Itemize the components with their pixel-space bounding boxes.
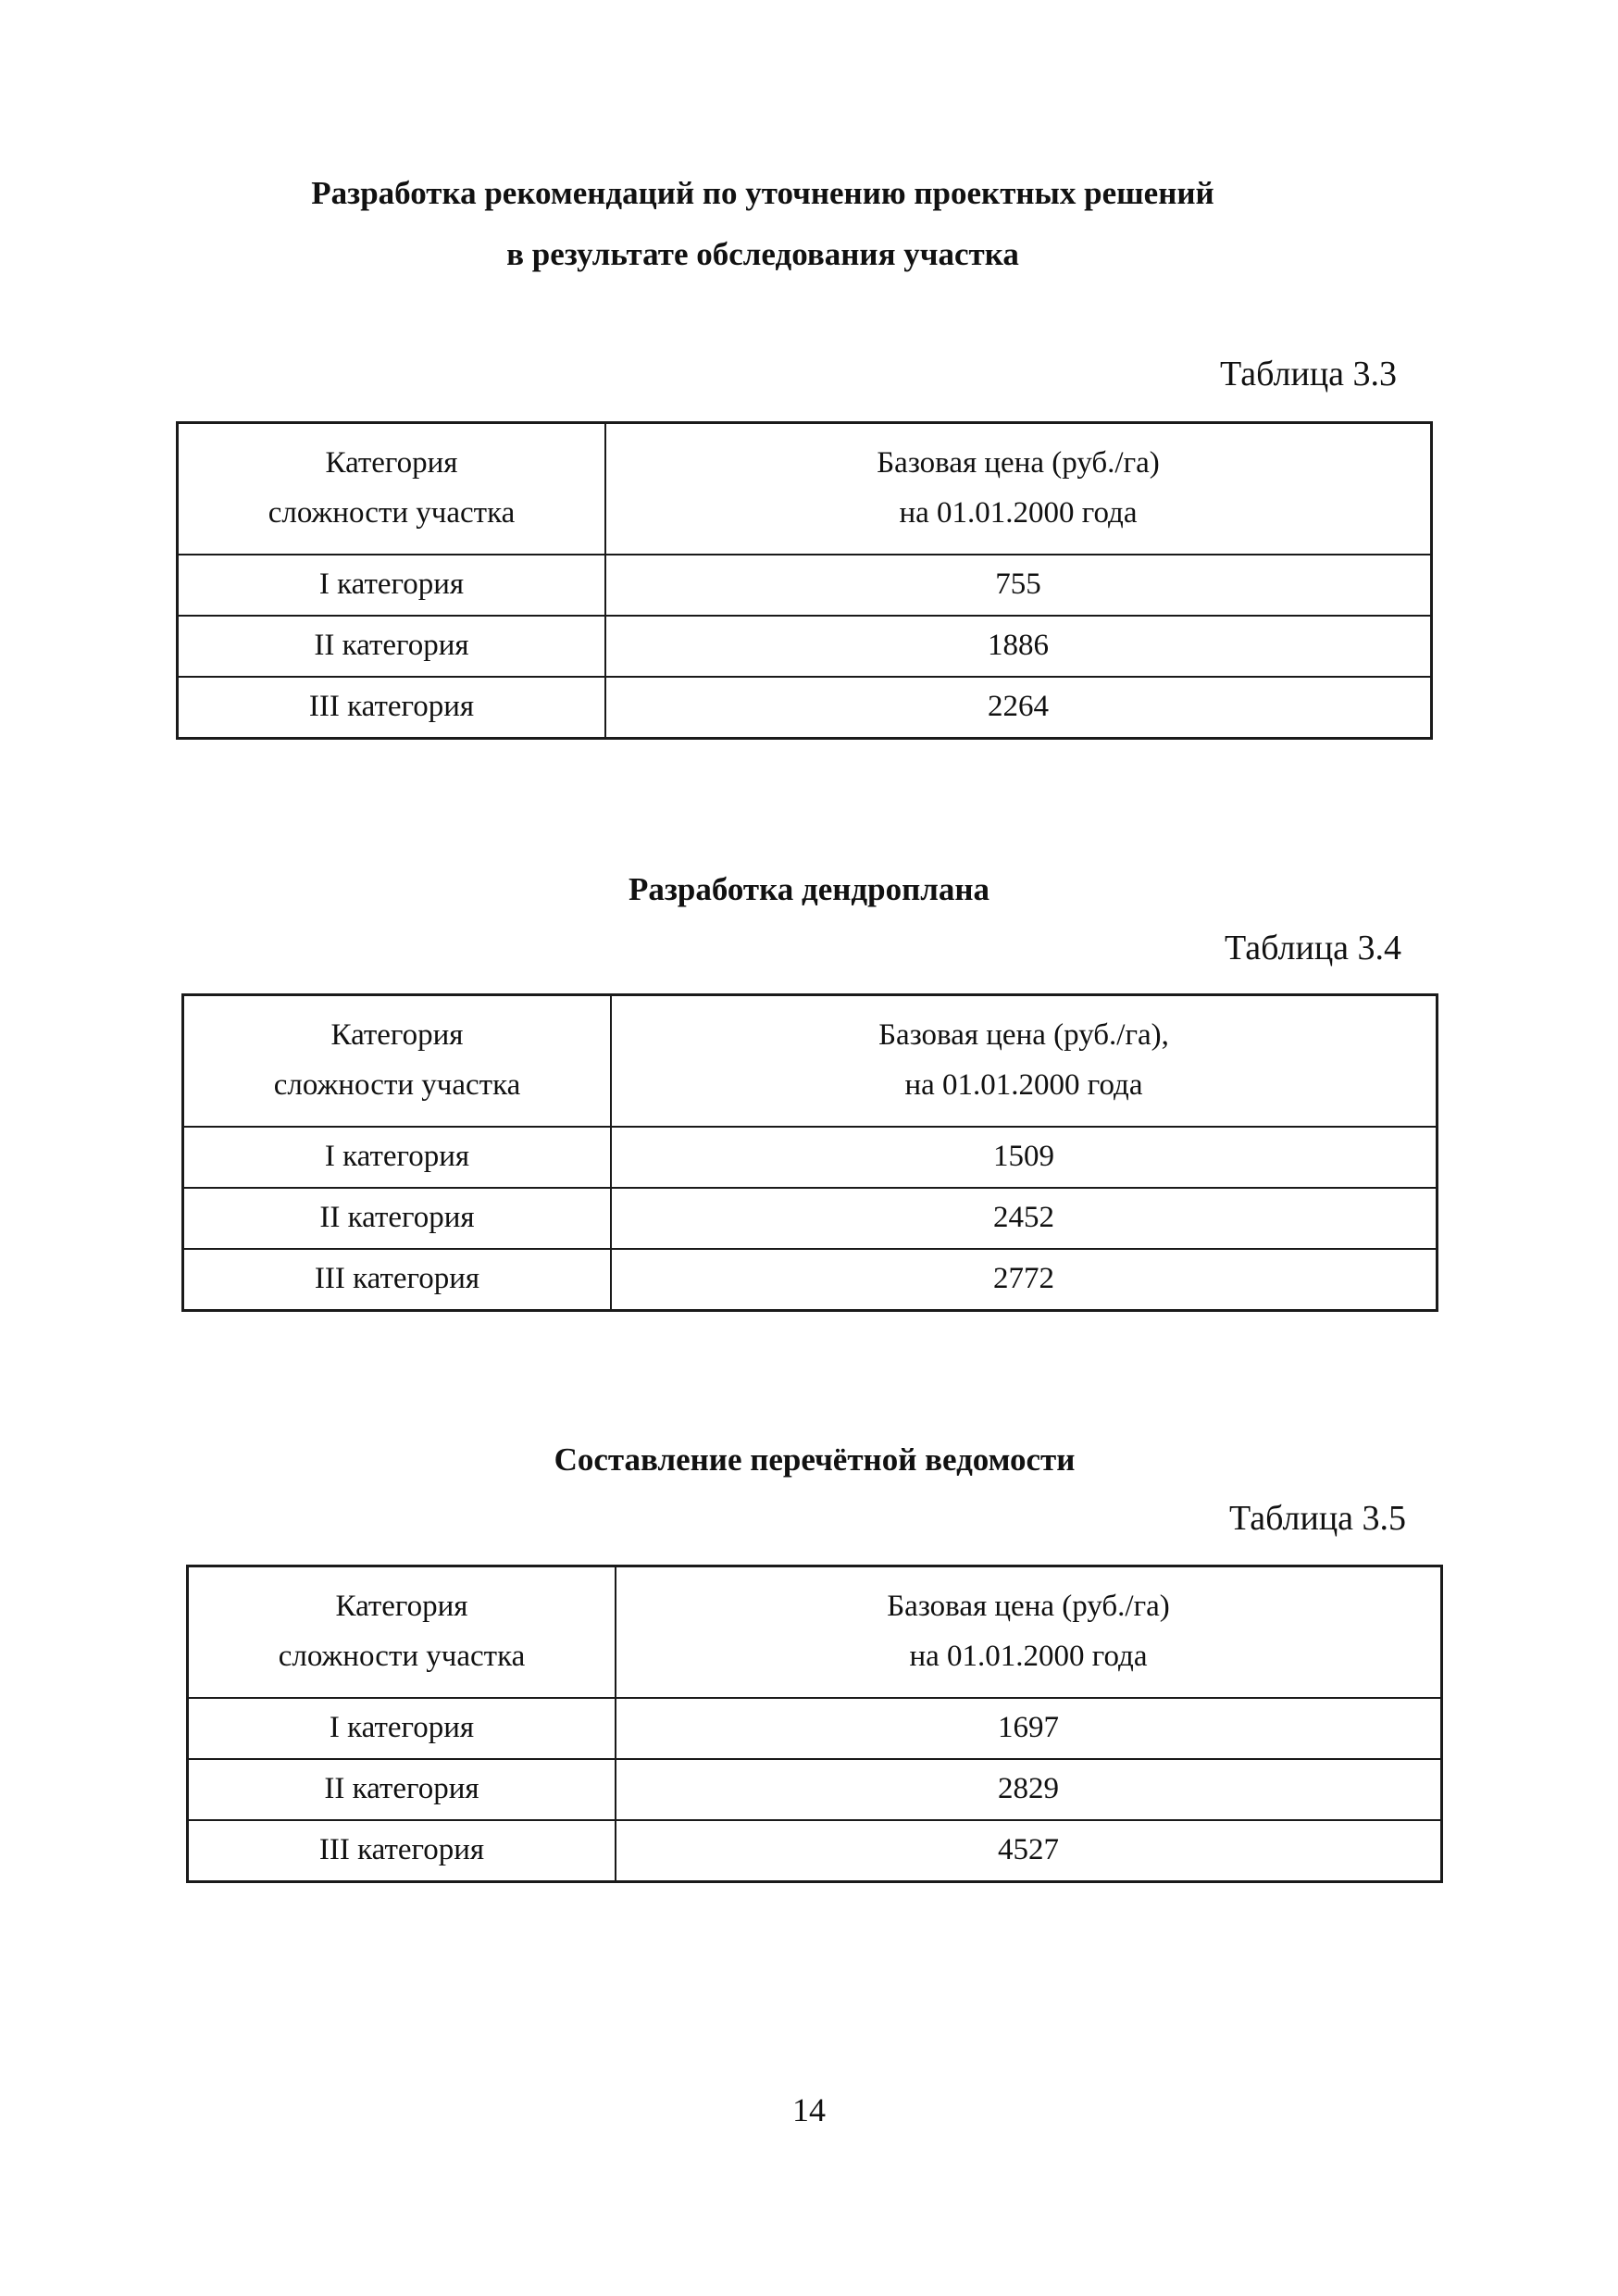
cell-category: III категория <box>188 1820 616 1882</box>
cell-category: II категория <box>183 1188 612 1249</box>
cell-price: 755 <box>605 555 1432 616</box>
cell-price: 4527 <box>616 1820 1442 1882</box>
cell-category: III категория <box>183 1249 612 1311</box>
cell-price: 1886 <box>605 616 1432 677</box>
section-heading-line: Составление перечётной ведомости <box>554 1441 1076 1478</box>
page-number: 14 <box>792 2091 826 2128</box>
section-heading-line: Разработка дендроплана <box>628 871 990 907</box>
table-caption: Таблица 3.4 <box>1225 929 1402 967</box>
header-text: Категория <box>330 1018 464 1053</box>
cell-price: 2829 <box>616 1759 1442 1820</box>
header-text: Базовая цена (руб./га) <box>887 1590 1170 1624</box>
table-row <box>188 1759 1442 1820</box>
table-row <box>178 677 1432 739</box>
header-text: на 01.01.2000 года <box>909 1640 1148 1673</box>
table-row <box>183 1188 1438 1249</box>
header-category <box>178 423 606 555</box>
cell-category: III категория <box>178 677 606 739</box>
header-category <box>188 1566 616 1699</box>
header-text: сложности участка <box>273 1068 521 1102</box>
header-category <box>183 995 612 1128</box>
header-text: сложности участка <box>278 1640 526 1673</box>
table-caption: Таблица 3.3 <box>1220 355 1398 393</box>
cell-price: 1697 <box>616 1698 1442 1759</box>
table-row <box>183 1249 1438 1311</box>
header-text: на 01.01.2000 года <box>899 496 1138 530</box>
cell-price: 1509 <box>611 1127 1438 1188</box>
table-row <box>183 1127 1438 1188</box>
section-heading-line: Разработка рекомендаций по уточнению проектных решений <box>311 175 1214 211</box>
price-table <box>176 421 1433 740</box>
header-text: сложности участка <box>268 496 516 530</box>
header-price <box>616 1566 1442 1699</box>
table-caption: Таблица 3.5 <box>1229 1499 1407 1538</box>
header-text: Категория <box>325 446 458 480</box>
cell-price: 2452 <box>611 1188 1438 1249</box>
section-heading-line: в результате обследования участка <box>506 236 1019 272</box>
cell-price: 2264 <box>605 677 1432 739</box>
table-row <box>188 1820 1442 1882</box>
price-table <box>181 993 1438 1312</box>
header-text: Базовая цена (руб./га) <box>877 446 1160 480</box>
cell-category: I категория <box>188 1698 616 1759</box>
cell-category: II категория <box>178 616 606 677</box>
cell-category: I категория <box>178 555 606 616</box>
table-header-row <box>183 995 1438 1128</box>
header-price <box>605 423 1432 555</box>
cell-category: I категория <box>183 1127 612 1188</box>
header-price <box>611 995 1438 1128</box>
table-row <box>188 1698 1442 1759</box>
header-text: Категория <box>335 1590 468 1624</box>
price-table <box>186 1565 1443 1883</box>
table-row <box>178 555 1432 616</box>
table-header-row <box>188 1566 1442 1699</box>
table-header-row <box>178 423 1432 555</box>
cell-price: 2772 <box>611 1249 1438 1311</box>
header-text: Базовая цена (руб./га), <box>878 1018 1169 1053</box>
cell-category: II категория <box>188 1759 616 1820</box>
header-text: на 01.01.2000 года <box>904 1068 1143 1102</box>
table-row <box>178 616 1432 677</box>
